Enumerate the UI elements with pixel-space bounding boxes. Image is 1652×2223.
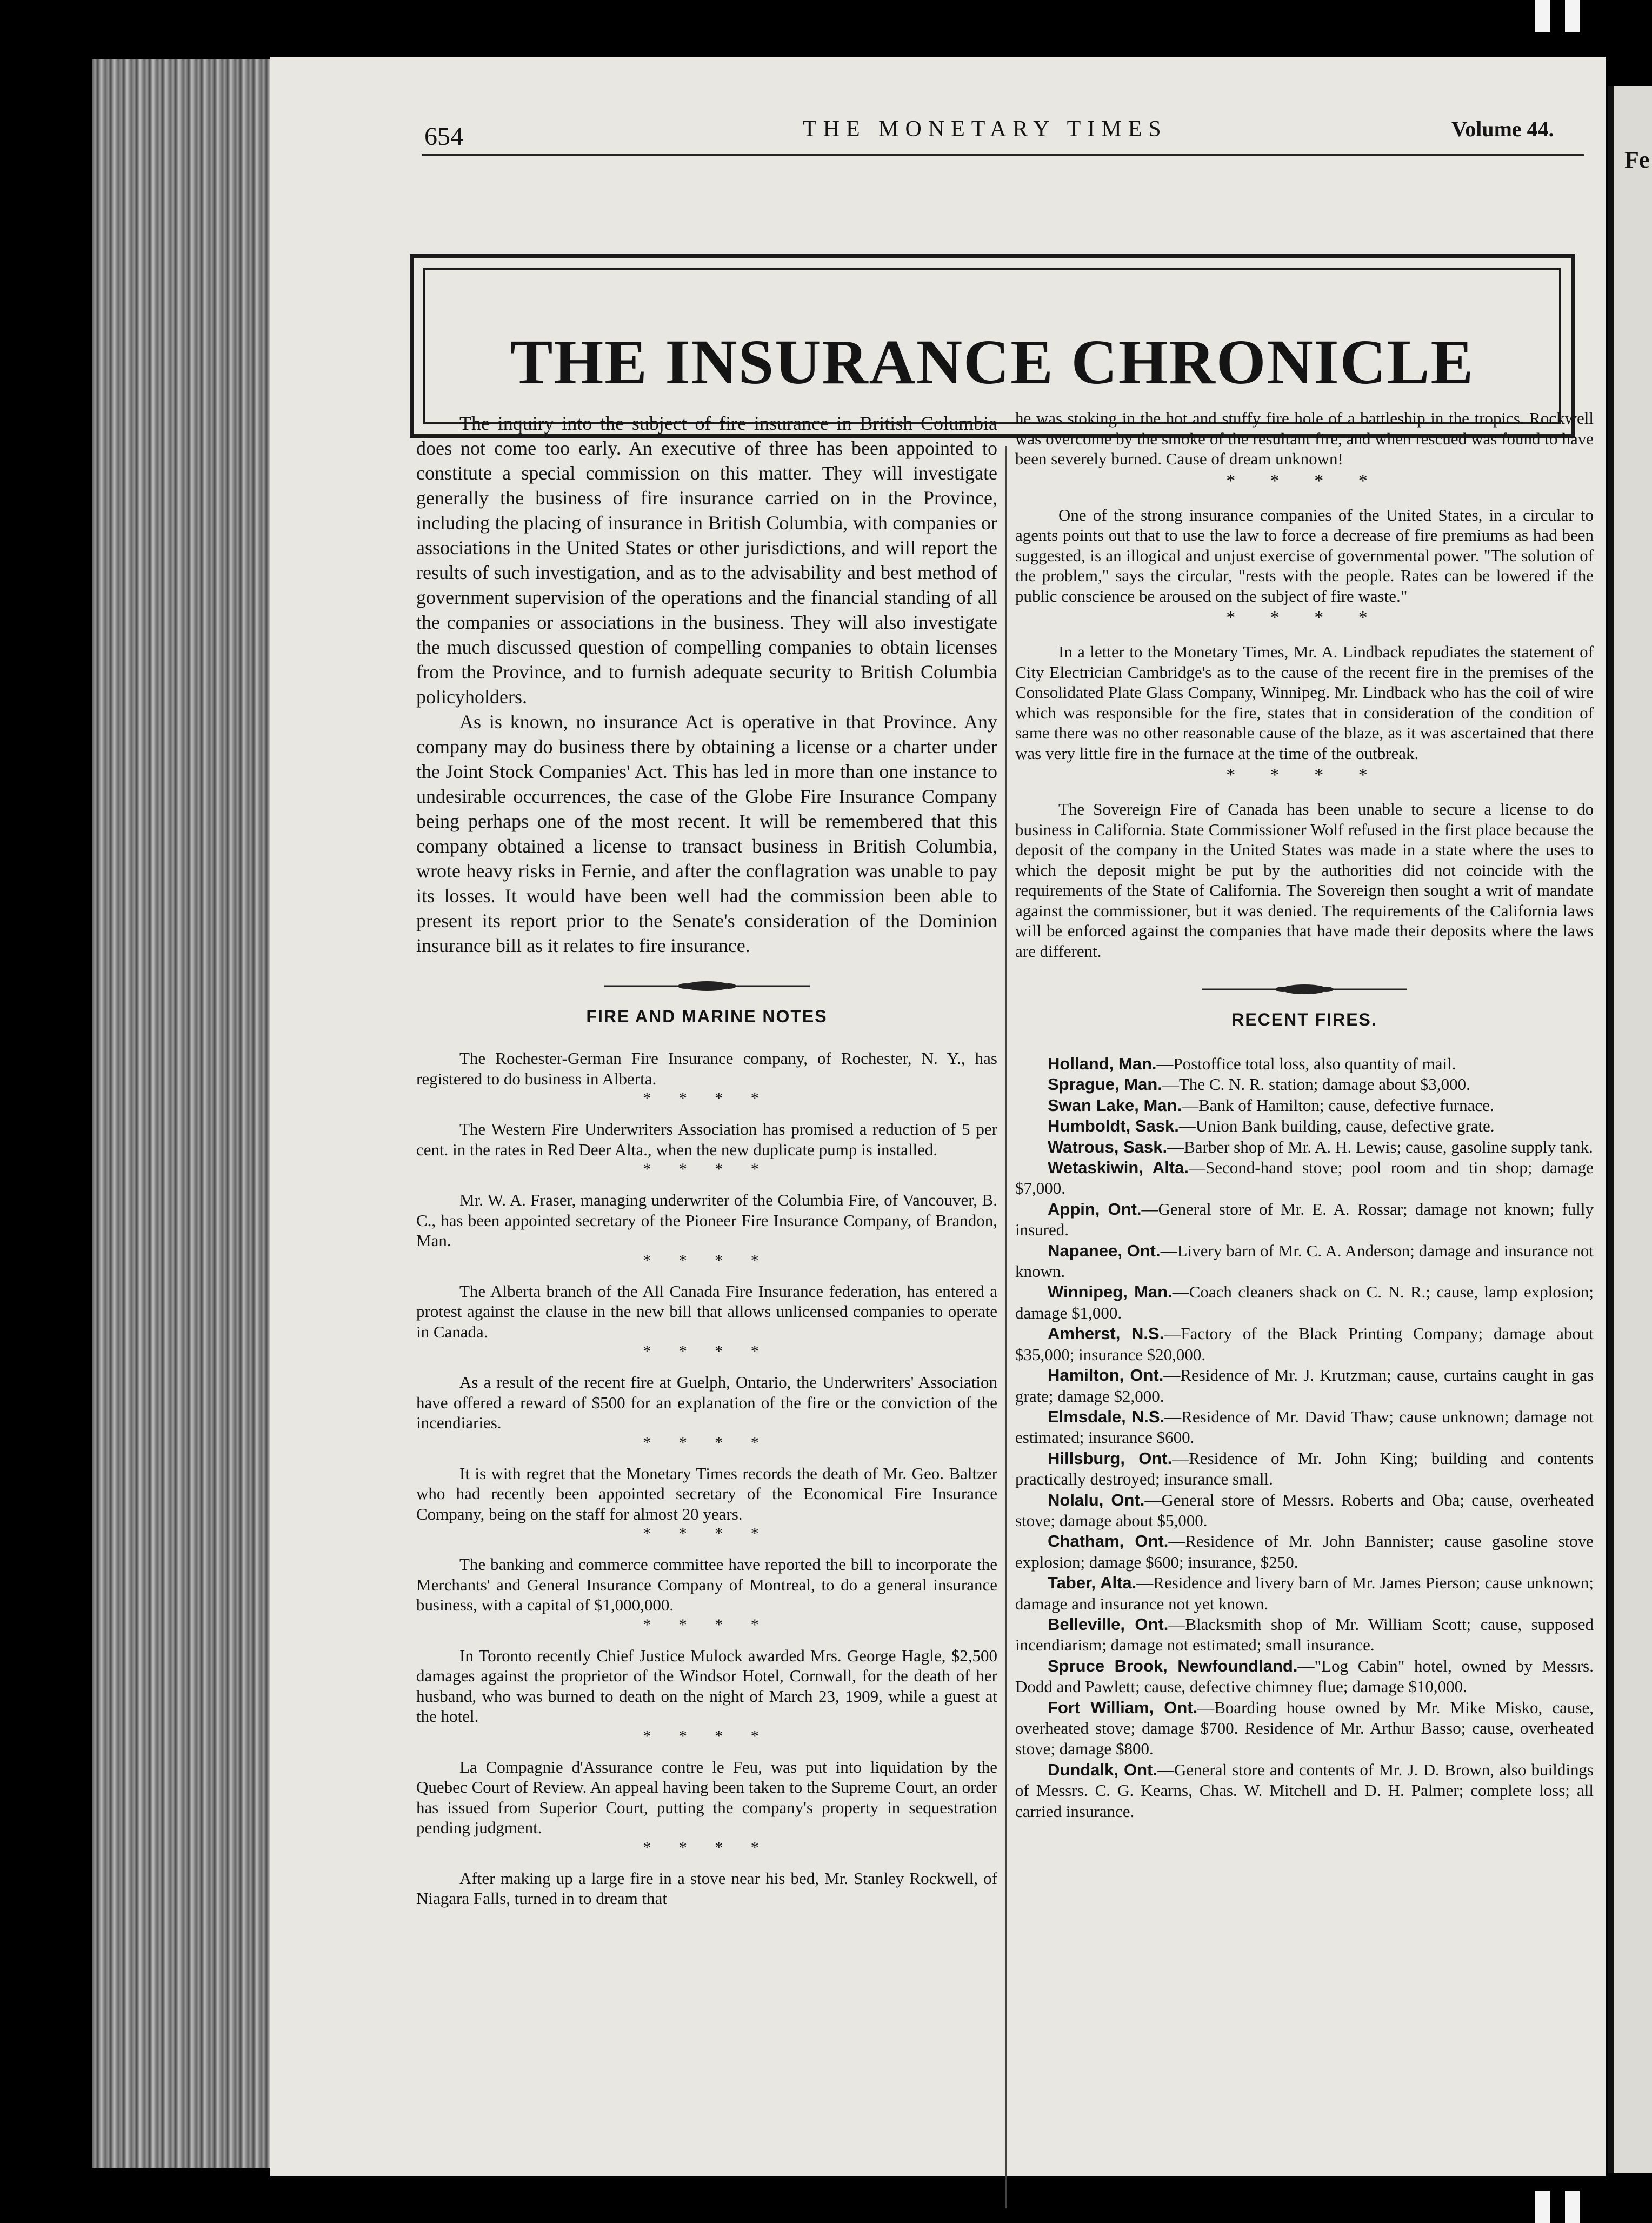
right-notes [1015,408,1594,961]
header-rule [422,154,1584,156]
fire-location: Elmsdale, N.S. [1048,1407,1165,1426]
news-item: After making up a large fire in a stove near his bed, Mr. Stanley Rockwell, of Niagara Falls, turned in to dream that [416,1868,997,1908]
fire-details: —General store of Mr. E. A. Rossar; damage not known; fully insured. [1015,1199,1594,1240]
journal-title: THE MONETARY TIMES [803,117,1168,142]
fire-details: —Second-hand stove; pool room and tin shop; damage $7,000. [1015,1158,1594,1198]
fire-entry [1015,1614,1594,1656]
news-item: As a result of the recent fire at Guelph, Ontario, the Underwriters' Association have offered a reward of $500 for an explanation of the fire or the conviction of the incendiaries. [416,1373,997,1432]
star-separator: * * * * [643,1525,771,1542]
fire-entry [1015,1760,1594,1822]
fire-details: —"Log Cabin" hotel, owned by Messrs. Dodd and Pawlett; cause, defective chimney flue; damage $10,000. [1015,1656,1594,1696]
news-item: The Western Fire Underwriters Association has promised a reduction of 5 per cent. in the rates in Red Deer Alta., when the new duplicate pump is installed. [416,1120,997,1159]
fire-entry [1015,1407,1594,1448]
fire-entry [1015,1573,1594,1614]
editorial-paragraph: As is known, no insurance Act is operative in that Province. Any company may do business there by obtaining a license or a charter under the Joint Stock Companies' Act. This has led in more than one instance to undesirable occurrences, the case of the Globe Fire Insurance Company being perhaps one of the most recent. It will be remembered that this company obtained a license to transact business in British Columbia, wrote heavy risks in Fernie, and after the conflagration was unable to pay its losses. It would have been well had the commission been able to present its report prior to the Senate's consideration of the Dominion insurance bill as it relates to fire insurance. [416,711,997,956]
adjacent-page-edge [1608,86,1652,2173]
scanner-clip-mark [1535,0,1550,32]
fire-location: Nolalu, Ont. [1048,1490,1145,1509]
star-separator: * * * * [643,1160,771,1178]
fire-entry [1015,1656,1594,1698]
newspaper-page [270,57,1606,2176]
right-column [1015,408,1594,1822]
star-separator: * * * * [643,1433,771,1452]
fire-entry [1015,1157,1594,1199]
fire-entry [1015,1074,1594,1095]
fire-details: —Residence of Mr. John Bannister; cause gasoline stove explosion; damage $600; insurance, $250. [1015,1532,1594,1572]
news-item-continued: he was stoking in the hot and stuffy fire hole of a battleship in the tropics. Rockwell was overcome by the smoke of the resultant fire, and when rescued was found to have been severely burned. Cause of dream unknown! [1015,409,1594,468]
fire-details: —Factory of the Black Printing Company; damage about $35,000; insurance $20,000. [1015,1324,1594,1364]
star-separator: * * * * [643,1089,771,1107]
masthead-title: THE INSURANCE CHRONICLE [510,327,1475,397]
fire-entry [1015,1698,1594,1760]
recent-fires-heading: RECENT FIRES. [1231,1010,1377,1029]
scanner-clip-mark [1565,0,1580,32]
fire-details: —The C. N. R. station; damage about $3,000. [1162,1075,1470,1094]
fire-location: Napanee, Ont. [1048,1241,1161,1260]
fire-marine-heading: FIRE AND MARINE NOTES [586,1007,828,1026]
fire-entry [1015,1137,1594,1157]
fire-location: Appin, Ont. [1048,1199,1142,1219]
fire-entry [1015,1054,1594,1074]
editorial-paragraph: The inquiry into the subject of fire insurance in British Columbia does not come too early. An executive of three has been appointed to constitute a special commission on this matter. They will investigate generally the business of fire insurance carried on in the Province, including the placing of insurance in British Columbia, with companies or associations in the United States or other jurisdictions, and will report the results of such investigation, and as to the advisability and best method of government supervision of the operations and the financial standing of all the companies or associations in the business. They will also investigate the much discussed question of compelling companies to obtain licenses from the Province, and to furnish adequate security to British Columbia policyholders. [416,412,997,708]
news-item: La Compagnie d'Assurance contre le Feu, was put into liquidation by the Quebec Court of Review. An appeal having been taken to the Supreme Court, an order has issued from Superior Court, putting the company's property in sequestration pending judgment. [416,1757,997,1837]
star-separator: * * * * [643,1727,771,1745]
fire-details: —Residence of Mr. John King; building and contents practically destroyed; insurance small. [1015,1448,1594,1489]
fire-entry [1015,1490,1594,1532]
section-ornament [604,975,810,997]
news-item: The banking and commerce committee have reported the bill to incorporate the Merchants' and General Insurance Company of Montreal, to do a general insurance business, with a capital of $1,000,000. [416,1555,997,1614]
fire-entry [1015,1116,1594,1136]
fire-entry [1015,1241,1594,1282]
news-item: The Rochester-German Fire Insurance company, of Rochester, N. Y., has registered to do business in Alberta. [416,1049,997,1088]
fire-entry [1015,1199,1594,1241]
fire-location: Wetaskiwin, Alta. [1048,1158,1189,1177]
star-separator: * * * * [643,1838,771,1856]
fire-details: —Postoffice total loss, also quantity of mail. [1156,1054,1456,1073]
recent-fires-list [1015,1054,1594,1822]
fire-location: Watrous, Sask. [1048,1137,1168,1156]
fire-details: —Blacksmith shop of Mr. William Scott; cause, supposed incendiarism; damage not estimated; small insurance. [1015,1614,1594,1655]
fire-entry [1015,1448,1594,1490]
fire-location: Hillsburg, Ont. [1048,1448,1173,1468]
left-column [416,411,997,1909]
section-ornament [1202,979,1407,1000]
star-separator: * * * * [1226,765,1383,785]
column-rule [1005,446,1007,2208]
fire-marine-notes [416,1048,997,1909]
fire-location: Sprague, Man. [1048,1075,1162,1094]
editorial-article [416,411,997,958]
fire-location: Chatham, Ont. [1048,1532,1169,1551]
fire-location: Dundalk, Ont. [1048,1760,1157,1779]
star-separator: * * * * [1226,470,1383,491]
fire-details: —General store and contents of Mr. J. D. Brown, also buildings of Messrs. C. G. Kearns, Chas. W. Mitchell and D. H. Palmer; complete loss; all carried insurance. [1015,1760,1594,1821]
fire-entry [1015,1282,1594,1323]
star-separator: * * * * [643,1251,771,1269]
fire-location: Spruce Brook, Newfoundland. [1048,1656,1298,1675]
fire-details: —Barber shop of Mr. A. H. Lewis; cause, gasoline supply tank. [1167,1137,1593,1156]
star-separator: * * * * [643,1342,771,1360]
news-item: The Alberta branch of the All Canada Fire Insurance federation, has entered a protest against the clause in the new bill that allows unlicensed companies to operate in Canada. [416,1281,997,1341]
fire-location: Swan Lake, Man. [1048,1095,1182,1115]
star-separator: * * * * [643,1615,771,1634]
news-item: It is with regret that the Monetary Times records the death of Mr. Geo. Baltzer who had recently been appointed secretary of the Economical Fire Insurance Company, being on the staff for almost 20 years. [416,1463,997,1523]
fire-details: —Bank of Hamilton; cause, defective furnace. [1182,1095,1494,1115]
news-item: The Sovereign Fire of Canada has been unable to secure a license to do business in California. State Commissioner Wolf refused in the first place because the deposit of the company in the United States was made in a state where the uses to which the deposit might be put by the authorities did not coincide with the requirements of the State of California. The Sovereign then sought a writ of mandate against the commissioner, but it was denied. The requirements of the California laws will be enforced against the companies that have made their deposits where the laws are different. [1015,800,1594,961]
fire-details: —Boarding house owned by Mr. Mike Misko, cause, overheated stove; damage $700. Residence of Mr. Arthur Basso; cause, overheated stove; damage $800. [1015,1698,1594,1759]
fire-details: —Residence of Mr. David Thaw; cause unknown; damage not estimated; insurance $600. [1015,1407,1594,1447]
fire-entry [1015,1095,1594,1116]
fire-entry [1015,1365,1594,1407]
scanner-clip-mark [1535,2191,1550,2223]
page-number: 654 [424,122,463,151]
star-separator: * * * * [1226,608,1383,628]
news-item: One of the strong insurance companies of the United States, in a circular to agents points out that to use the law to force a decrease of fire premiums as had been suggested, is an illogical and unjust exercise of governmental power. "The solution of the problem," says the circular, "rests with the people. Rates can be lowered if the public conscience be aroused on the subject of fire waste." [1015,505,1594,605]
news-item: Mr. W. A. Fraser, managing underwriter of the Columbia Fire, of Vancouver, B. C., has been appointed secretary of the Pioneer Fire Insurance Company, of Brandon, Man. [416,1190,997,1250]
fire-details: —Livery barn of Mr. C. A. Anderson; damage and insurance not known. [1015,1241,1594,1281]
news-item: In Toronto recently Chief Justice Mulock awarded Mrs. George Hagle, $2,500 damages against the proprietor of the Windsor Hotel, Cornwall, for the death of her husband, who was burned to death on the night of March 23, 1909, while a guest at the hotel. [416,1646,997,1726]
fire-location: Hamilton, Ont. [1048,1366,1164,1385]
fire-location: Amherst, N.S. [1048,1324,1164,1343]
fire-location: Fort William, Ont. [1048,1698,1198,1717]
news-item: In a letter to the Monetary Times, Mr. A. Lindback repudiates the statement of City Electrician Cambridge's as to the cause of the recent fire in the premises of the Consolidated Plate Glass Company, Winnipeg. Mr. Lindback who has the coil of wire which was responsible for the fire, states that in consideration of the condition of same there was no other reasonable cause of the blaze, as it was ascertained that there was very little fire in the furnace at the time of the outbreak. [1015,642,1594,763]
fire-details: —Coach cleaners shack on C. N. R.; cause, lamp explosion; damage $1,000. [1015,1282,1594,1322]
fire-location: Winnipeg, Man. [1048,1282,1173,1302]
fire-details: —Residence of Mr. J. Krutzman; cause, curtains caught in gas grate; damage $2,000. [1015,1366,1594,1406]
fire-details: —Residence and livery barn of Mr. James Pierson; cause unknown; damage and insurance not yet known. [1015,1573,1594,1613]
fire-location: Taber, Alta. [1048,1573,1137,1593]
fire-entry [1015,1531,1594,1573]
fire-details: —General store of Messrs. Roberts and Oba; cause, overheated stove; damage about $5,000. [1015,1490,1594,1530]
book-binding-edge [92,59,274,2168]
fire-details: —Union Bank building, cause, defective grate. [1178,1116,1495,1136]
volume-number: Volume 44. [1451,117,1554,141]
fire-location: Humboldt, Sask. [1048,1116,1179,1136]
fire-location: Belleville, Ont. [1048,1614,1169,1634]
fire-entry [1015,1323,1594,1365]
adjacent-page-fragment: Fe [1624,147,1650,173]
scanner-clip-mark [1565,2191,1580,2223]
fire-location: Holland, Man. [1048,1054,1157,1073]
